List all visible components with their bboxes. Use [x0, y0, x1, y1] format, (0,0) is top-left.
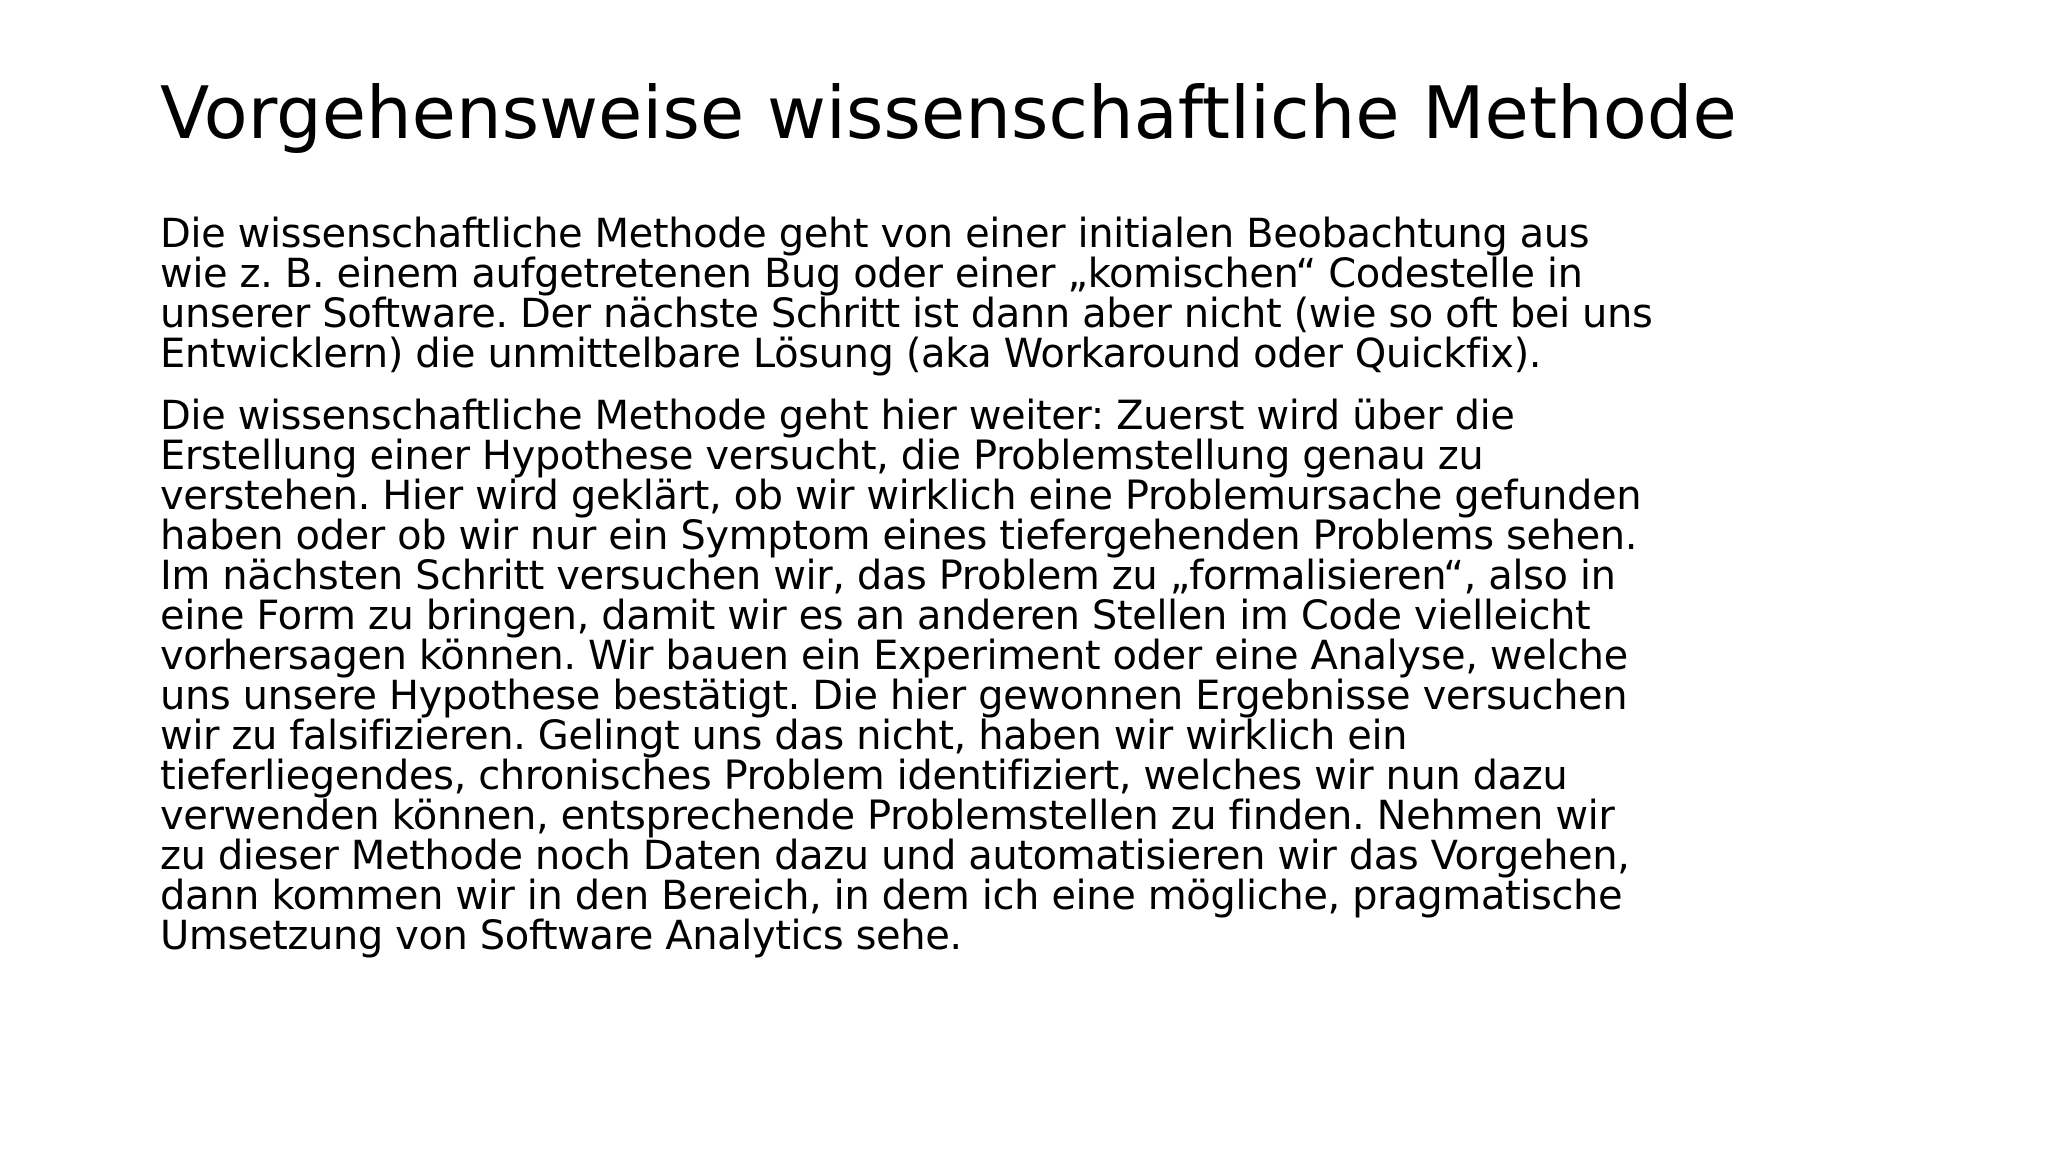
text-line: Entwicklern) die unmittelbare Lösung (aka Workaround oder Quickfix).	[160, 331, 1542, 377]
text-line: tieferliegendes, chronisches Problem identifiziert, welches wir nun dazu	[160, 753, 1568, 799]
text-line: verwenden können, entsprechende Problemstellen zu finden. Nehmen wir	[160, 793, 1615, 839]
slide-title: Vorgehensweise wissenschaftliche Methode	[160, 71, 1737, 155]
text-line: Erstellung einer Hypothese versucht, die Problemstellung genau zu	[160, 433, 1484, 479]
paragraph-observation	[160, 211, 1920, 377]
text-line: Die wissenschaftliche Methode geht von einer initialen Beobachtung aus	[160, 211, 1590, 257]
text-line: wie z. B. einem aufgetretenen Bug oder einer „komischen“ Codestelle in	[160, 251, 1583, 297]
text-line: wir zu falsifizieren. Gelingt uns das nicht, haben wir wirklich ein	[160, 713, 1408, 759]
text-line: Die wissenschaftliche Methode geht hier weiter: Zuerst wird über die	[160, 393, 1515, 439]
text-line: dann kommen wir in den Bereich, in dem ich eine mögliche, pragmatische	[160, 873, 1623, 919]
slide-body	[160, 211, 1920, 959]
text-line: uns unsere Hypothese bestätigt. Die hier gewonnen Ergebnisse versuchen	[160, 673, 1628, 719]
text-line: unserer Software. Der nächste Schritt ist dann aber nicht (wie so oft bei uns	[160, 291, 1653, 337]
text-line: Im nächsten Schritt versuchen wir, das Problem zu „formalisieren“, also in	[160, 553, 1616, 599]
text-line: vorhersagen können. Wir bauen ein Experiment oder eine Analyse, welche	[160, 633, 1628, 679]
text-line: eine Form zu bringen, damit wir es an anderen Stellen im Code vielleicht	[160, 593, 1591, 639]
text-line: haben oder ob wir nur ein Symptom eines tiefergehenden Problems sehen.	[160, 513, 1638, 559]
text-line: zu dieser Methode noch Daten dazu und automatisieren wir das Vorgehen,	[160, 833, 1630, 879]
text-line: Umsetzung von Software Analytics sehe.	[160, 913, 962, 959]
text-line: verstehen. Hier wird geklärt, ob wir wirklich eine Problemursache gefunden	[160, 473, 1642, 519]
paragraph-method	[160, 393, 1920, 959]
